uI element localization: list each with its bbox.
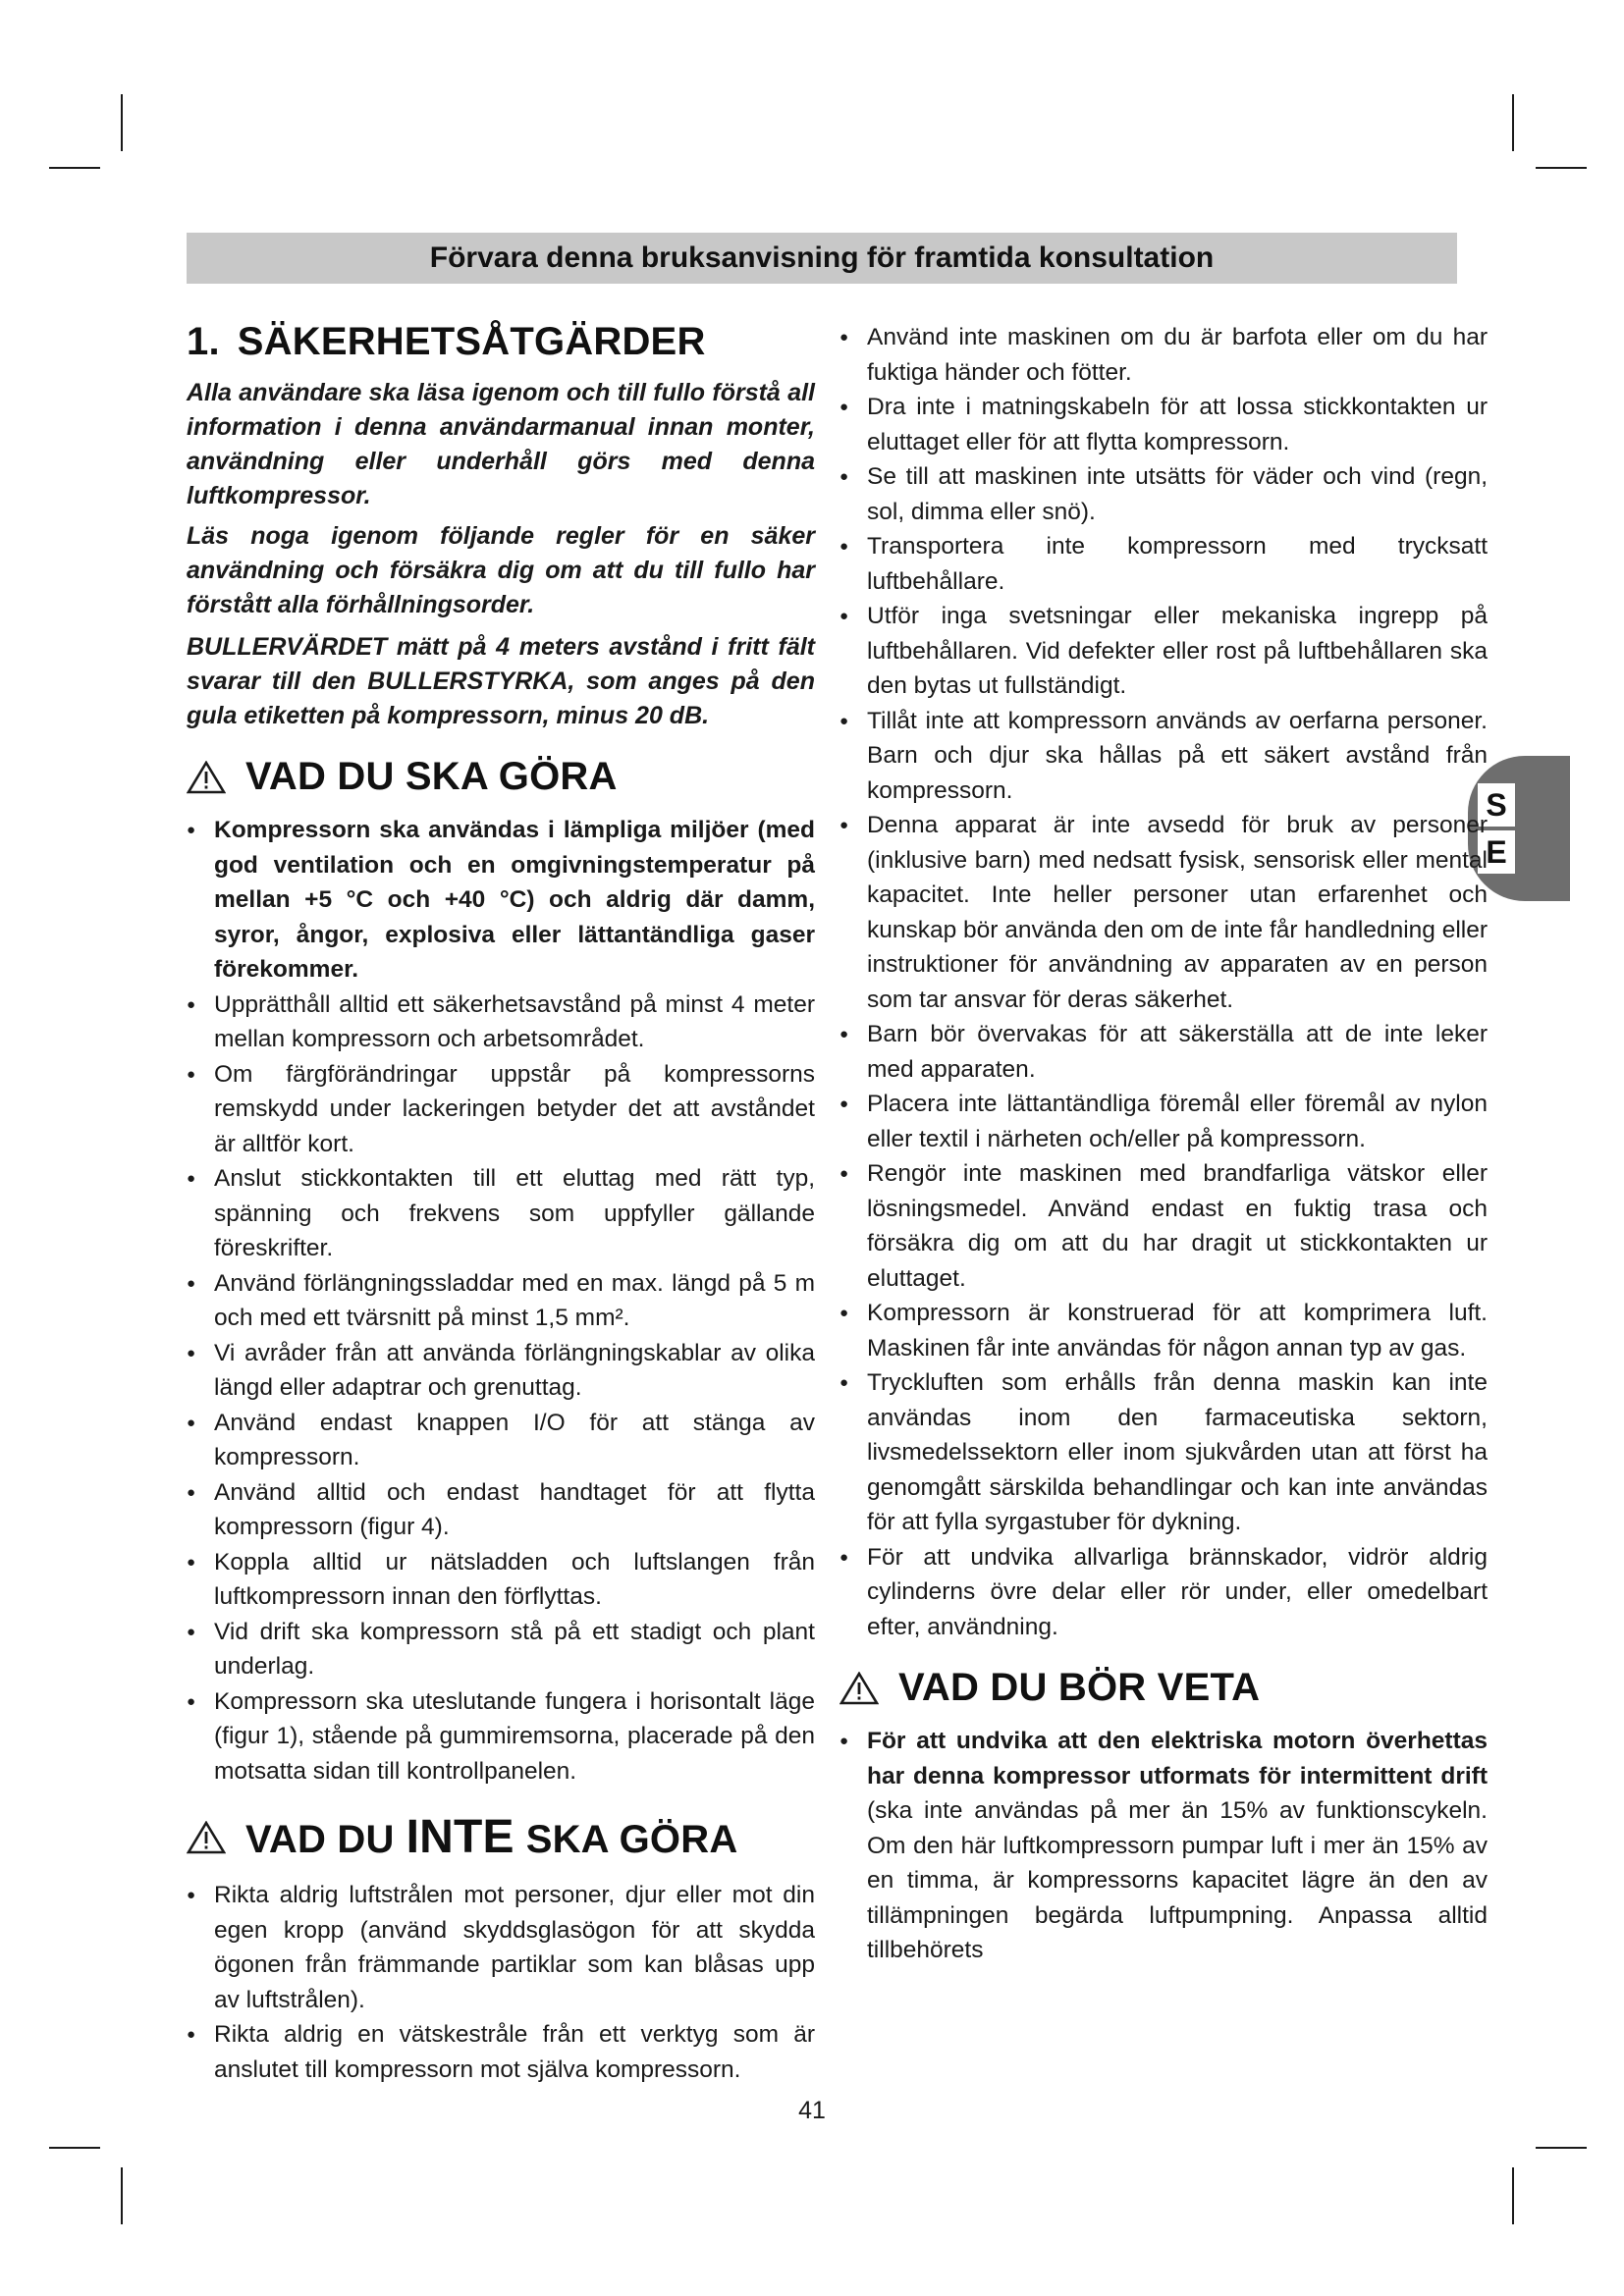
- section-title: SÄKERHETSÅTGÄRDER: [237, 320, 706, 363]
- list-item: ● Tryckluften som erhålls från denna maskin kan inte användas inom den farmaceutiska sektorn, livsmedelssektorn eller inom sjukvården utan att först ha genomgått särskilda behandlingar och kan inte användas för att fylla syrgastuber för dykning.: [839, 1365, 1488, 1540]
- list-item: ● Rengör inte maskinen med brandfarliga vätskor eller lösningsmedel. Använd endast en fuktig trasa och försäkra dig om att du har dragit ut stickkontakten ur eluttaget.: [839, 1156, 1488, 1296]
- left-column: [187, 320, 815, 2087]
- warning-icon: [839, 1672, 879, 1705]
- list-item: ● Anslut stickkontakten till ett eluttag med rätt typ, spänning och frekvens som uppfyller gällande föreskrifter.: [187, 1161, 815, 1266]
- dont-list-continued: [839, 320, 1488, 1644]
- list-item: ● Rikta aldrig luftstrålen mot personer, djur eller mot din egen kropp (använd skyddsglasögon för att skydda ögonen från främmande partiklar som kan blåsas upp av luftstrålen).: [187, 1878, 815, 2017]
- dont-title-post: SKA GÖRA: [525, 1818, 738, 1861]
- dont-list: [187, 1878, 815, 2087]
- know-title: VAD DU BÖR VETA: [898, 1666, 1261, 1709]
- list-item: ● Placera inte lättantändliga föremål eller föremål av nylon eller textil i närheten och/eller på kompressorn.: [839, 1087, 1488, 1156]
- warning-icon: [187, 1821, 226, 1854]
- list-item: ● Utför inga svetsningar eller mekaniska ingrepp på luftbehållaren. Vid defekter eller rost på luftbehållaren ska den bytas ut fullständigt.: [839, 599, 1488, 704]
- intro-paragraph: BULLERVÄRDET mätt på 4 meters avstånd i fritt fält svarar till den BULLERSTYRKA, som anges på den gula etiketten på kompressorn, minus 20 dB.: [187, 633, 815, 729]
- crop-mark: [1536, 2147, 1587, 2149]
- list-item: ● Rikta aldrig en vätskestråle från ett verktyg som är anslutet till kompressorn mot själva kompressorn.: [187, 2017, 815, 2087]
- list-item: ● För att undvika allvarliga brännskador, vidrör aldrig cylinderns övre delar eller rör under, eller omedelbart efter, användning.: [839, 1540, 1488, 1645]
- list-item: ● Kompressorn är konstruerad för att komprimera luft. Maskinen får inte användas för någon annan typ av gas.: [839, 1296, 1488, 1365]
- intro-paragraph: Läs noga igenom följande regler för en säker användning och försäkra dig om att du till fullo har förstått alla förhållningsorder.: [187, 522, 815, 618]
- dont-heading: [187, 1810, 815, 1864]
- list-item: ● Tillåt inte att kompressorn används av oerfarna personer. Barn och djur ska hållas på ett säkert avstånd från kompressorn.: [839, 704, 1488, 809]
- header-banner: Förvara denna bruksanvisning för framtida konsultation: [187, 233, 1457, 284]
- dont-title-pre: VAD DU: [245, 1818, 395, 1861]
- list-item: ● Dra inte i matningskabeln för att lossa stickkontakten ur eluttaget eller för att flytta kompressorn.: [839, 390, 1488, 459]
- list-item: ● Upprätthåll alltid ett säkerhetsavstånd på minst 4 meter mellan kompressorn och arbetsområdet.: [187, 988, 815, 1057]
- page-number: 41: [798, 2097, 826, 2124]
- list-item: ● Se till att maskinen inte utsätts för väder och vind (regn, sol, dimma eller snö).: [839, 459, 1488, 529]
- crop-mark: [1512, 2167, 1514, 2224]
- know-item-bold: För att undvika att den elektriska motorn överhettas har denna kompressor utformats för intermittent drift: [867, 1728, 1488, 1789]
- crop-mark: [121, 2167, 123, 2224]
- know-heading: [839, 1666, 1488, 1710]
- crop-mark: [49, 167, 100, 169]
- do-heading: [187, 755, 815, 799]
- list-item: ● Transportera inte kompressorn med trycksatt luftbehållare.: [839, 529, 1488, 599]
- know-item-rest: (ska inte användas på mer än 15% av funktionscykeln. Om den här luftkompressorn pumpar luft i mer än 15% av en timma, är kompressorns kapacitet lägre än den av tillämpningen begärda luftpumpning. Anpassa alltid tillbehörets: [867, 1797, 1488, 1963]
- section-heading: [187, 320, 815, 364]
- list-item: ● Om färgförändringar uppstår på kompressorns remskydd under lackeringen betyder det att avståndet är alltför kort.: [187, 1057, 815, 1162]
- crop-mark: [49, 2147, 100, 2149]
- right-column: [839, 320, 1488, 1968]
- language-letter: S: [1478, 783, 1515, 827]
- list-item: ● Använd förlängningssladdar med en max. längd på 5 m och med ett tvärsnitt på minst 1,5 mm².: [187, 1266, 815, 1336]
- dont-title-emphasis: INTE: [406, 1811, 514, 1863]
- list-item: [839, 1724, 1488, 1968]
- crop-mark: [1512, 94, 1514, 151]
- intro-paragraph: Alla användare ska läsa igenom och till fullo förstå all information i denna användarmanual innan monter, användning eller underhåll görs med denna luftkompressor.: [187, 379, 815, 509]
- crop-mark: [121, 94, 123, 151]
- language-letter: E: [1478, 830, 1515, 874]
- list-item: ● Vid drift ska kompressorn stå på ett stadigt och plant underlag.: [187, 1615, 815, 1684]
- list-item: ● Koppla alltid ur nätsladden och luftslangen från luftkompressorn innan den förflyttas.: [187, 1545, 815, 1615]
- list-item: ● Vi avråder från att använda förlängningskablar av olika längd eller adaptrar och grenuttag.: [187, 1336, 815, 1406]
- list-item: ● Använd endast knappen I/O för att stänga av kompressorn.: [187, 1406, 815, 1475]
- do-title: VAD DU SKA GÖRA: [245, 755, 618, 798]
- warning-icon: [187, 761, 226, 794]
- list-item: ● Kompressorn ska användas i lämpliga miljöer (med god ventilation och en omgivningstemperatur på mellan +5 °C och +40 °C) och aldrig där damm, syror, ångor, explosiva eller lättantändliga gaser förekommer.: [187, 813, 815, 988]
- know-list: [839, 1724, 1488, 1968]
- list-item: ● Använd alltid och endast handtaget för att flytta kompressorn (figur 4).: [187, 1475, 815, 1545]
- list-item: ● Använd inte maskinen om du är barfota eller om du har fuktiga händer och fötter.: [839, 320, 1488, 390]
- list-item: ● Kompressorn ska uteslutande fungera i horisontalt läge (figur 1), stående på gummiremsorna, placerade på den motsatta sidan till kontrollpanelen.: [187, 1684, 815, 1789]
- crop-mark: [1536, 167, 1587, 169]
- do-list: [187, 813, 815, 1789]
- list-item: ● Denna apparat är inte avsedd för bruk av personer (inklusive barn) med nedsatt fysisk, sensorisk eller mental kapacitet. Inte heller personer utan erfarenhet och kunskap bör använda den om de inte får handledning eller instruktioner för användning av apparaten av en person som tar ansvar för deras säkerhet.: [839, 808, 1488, 1017]
- list-item: ● Barn bör övervakas för att säkerställa att de inte leker med apparaten.: [839, 1017, 1488, 1087]
- section-number: 1.: [187, 320, 220, 363]
